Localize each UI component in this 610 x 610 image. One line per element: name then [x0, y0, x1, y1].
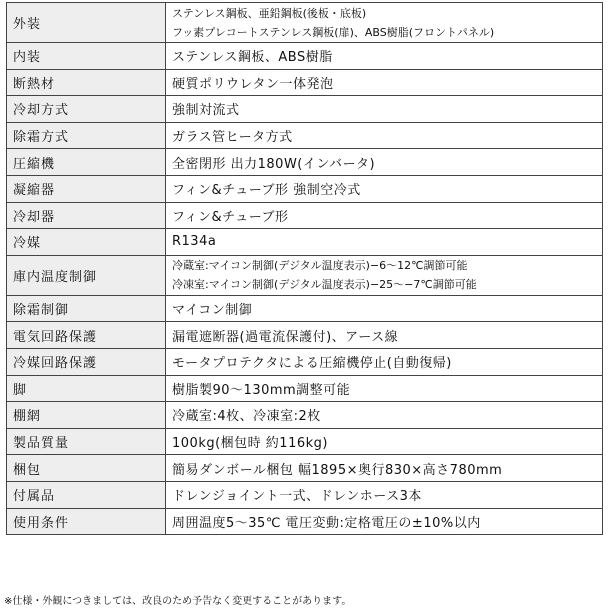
- spec-label: 製品質量: [7, 428, 166, 455]
- spec-value: [166, 322, 603, 349]
- spec-label: 冷却器: [7, 202, 166, 229]
- spec-label: 断熱材: [7, 69, 166, 96]
- spec-row: [7, 175, 603, 202]
- disclaimer-note: ※仕様・外観につきましては、改良のため予告なく変更することがあります。: [4, 596, 352, 607]
- spec-value-line: 冷凍室:マイコン制御(デジタル温度表示)−25〜−7℃調節可能: [172, 278, 477, 292]
- spec-row: [7, 3, 603, 43]
- spec-value: [166, 348, 603, 375]
- spec-value: [166, 96, 603, 123]
- spec-row: [7, 229, 603, 256]
- spec-row: [7, 122, 603, 149]
- spec-row: [7, 43, 603, 70]
- spec-row: [7, 375, 603, 402]
- spec-value: [166, 508, 603, 535]
- spec-label: 冷媒回路保護: [7, 348, 166, 375]
- spec-value-line: マイコン制御: [172, 303, 253, 319]
- spec-value-line: 冷蔵室:4枚、冷凍室:2枚: [172, 409, 321, 425]
- spec-label: 棚網: [7, 402, 166, 429]
- spec-value: [166, 402, 603, 429]
- spec-row: [7, 455, 603, 482]
- spec-label: 除霜制御: [7, 295, 166, 322]
- spec-value: [166, 69, 603, 96]
- spec-label: 付属品: [7, 481, 166, 508]
- spec-label: 電気回路保護: [7, 322, 166, 349]
- spec-row: [7, 428, 603, 455]
- spec-value: [166, 375, 603, 402]
- spec-value: [166, 43, 603, 70]
- spec-row: [7, 402, 603, 429]
- spec-value: [166, 149, 603, 176]
- spec-table: [6, 2, 603, 535]
- spec-label: 冷媒: [7, 229, 166, 256]
- spec-label: 外装: [7, 3, 166, 43]
- spec-label: 凝縮器: [7, 175, 166, 202]
- spec-value: [166, 481, 603, 508]
- spec-label: 梱包: [7, 455, 166, 482]
- spec-row: [7, 255, 603, 295]
- spec-value: [166, 202, 603, 229]
- spec-value: [166, 122, 603, 149]
- spec-table-body: [7, 3, 603, 535]
- spec-row: [7, 295, 603, 322]
- spec-row: [7, 508, 603, 535]
- spec-value-line: 樹脂製90〜130mm調整可能: [172, 382, 351, 398]
- spec-value-line: フィン&チューブ形 強制空冷式: [172, 183, 361, 199]
- spec-value: [166, 229, 603, 256]
- spec-value-line: R134a: [172, 234, 217, 250]
- spec-value-line: 全密閉形 出力180W(インバータ): [172, 156, 376, 172]
- spec-value-line: モータプロテクタによる圧縮機停止(自動復帰): [172, 356, 452, 372]
- spec-value: [166, 295, 603, 322]
- spec-value-line: フィン&チューブ形: [172, 209, 289, 225]
- spec-label: 庫内温度制御: [7, 255, 166, 295]
- spec-value-line: ドレンジョイント一式、ドレンホース3本: [172, 489, 422, 505]
- spec-value: [166, 175, 603, 202]
- spec-row: [7, 69, 603, 96]
- spec-label: 使用条件: [7, 508, 166, 535]
- spec-row: [7, 96, 603, 123]
- spec-label: 除霜方式: [7, 122, 166, 149]
- spec-value: [166, 428, 603, 455]
- spec-value-line: フッ素プレコートステンレス鋼板(扉)、ABS樹脂(フロントパネル): [172, 25, 495, 39]
- spec-label: 圧縮機: [7, 149, 166, 176]
- spec-row: [7, 149, 603, 176]
- spec-value-line: 硬質ポリウレタン一体発泡: [172, 76, 334, 92]
- spec-value-line: 簡易ダンボール梱包 幅1895×奥行830×高さ780mm: [172, 462, 503, 478]
- spec-row: [7, 481, 603, 508]
- spec-value-line: 強制対流式: [172, 103, 240, 119]
- spec-value: [166, 455, 603, 482]
- spec-label: 内装: [7, 43, 166, 70]
- spec-row: [7, 322, 603, 349]
- spec-value: [166, 255, 603, 295]
- spec-value-line: 周囲温度5〜35℃ 電圧変動:定格電圧の±10%以内: [172, 515, 481, 531]
- spec-value: [166, 3, 603, 43]
- spec-label: 脚: [7, 375, 166, 402]
- spec-value-line: 漏電遮断器(過電流保護付)、アース線: [172, 329, 399, 345]
- spec-value-line: ステンレス鋼板、ABS樹脂: [172, 50, 333, 66]
- spec-value-line: 100kg(梱包時 約116kg): [172, 436, 328, 452]
- spec-row: [7, 348, 603, 375]
- spec-value-line: ステンレス鋼板、亜鉛鋼板(後板・底板): [172, 6, 367, 20]
- spec-value-line: 冷蔵室:マイコン制御(デジタル温度表示)−6〜12℃調節可能: [172, 259, 468, 273]
- spec-value-line: ガラス管ヒータ方式: [172, 130, 293, 146]
- spec-label: 冷却方式: [7, 96, 166, 123]
- spec-row: [7, 202, 603, 229]
